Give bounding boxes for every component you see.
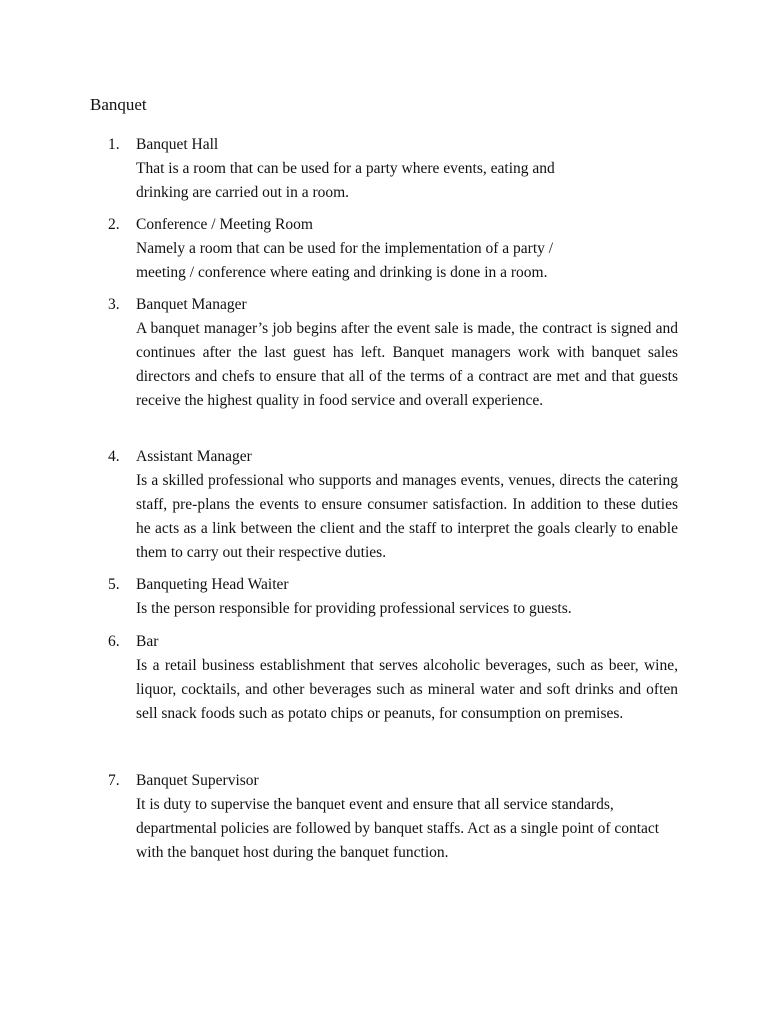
list-item-header xyxy=(108,769,678,793)
list-number: 6. xyxy=(108,633,120,650)
document-title: Banquet xyxy=(90,95,147,114)
list-number: 1. xyxy=(108,136,120,153)
list-item-heading: Bar xyxy=(136,633,159,650)
list-item-header xyxy=(108,445,678,469)
list-number: 5. xyxy=(108,576,120,593)
list-item-head-waiter xyxy=(108,573,678,621)
list-item-header xyxy=(108,293,678,317)
list-number: 2. xyxy=(108,216,120,233)
list-item-header xyxy=(108,133,678,157)
list-item-body xyxy=(136,157,678,205)
list-item-heading: Banquet Hall xyxy=(136,136,219,153)
list-item-bar xyxy=(108,630,678,726)
list-item-body: It is duty to supervise the banquet event and ensure that all service standards, departmental policies are followed by banquet staffs. Act as a single point of contact with the banquet host during the banquet function. xyxy=(136,796,660,861)
list-item-heading: Banquet Supervisor xyxy=(136,772,259,789)
list-item-header xyxy=(108,630,678,654)
list-number: 7. xyxy=(108,772,120,789)
list-number: 3. xyxy=(108,296,120,313)
list-item-body: Is a skilled professional who supports and manages events, venues, directs the catering staff, pre-plans the events to ensure consumer satisfaction. In addition to these duties he acts as a link between the client and the staff to interpret the goals clearly to enable them to carry out their respective duties. xyxy=(136,472,678,561)
body-line: Namely a room that can be used for the implementation of a party / xyxy=(136,240,554,257)
list-item-body: A banquet manager’s job begins after the event sale is made, the contract is signed and continues after the last guest has left. Banquet managers work with banquet sales directors and chefs to ensure that all of the terms of a contract are met and that guests receive the highest quality in food service and overall experience. xyxy=(136,320,678,409)
body-line: drinking are carried out in a room. xyxy=(136,184,350,201)
list-item-banquet-manager xyxy=(108,293,678,413)
list-item-heading: Banqueting Head Waiter xyxy=(136,576,289,593)
list-item-conference-room xyxy=(108,213,678,285)
list-item-body: Is the person responsible for providing professional services to guests. xyxy=(136,600,572,617)
list-item-banquet-supervisor xyxy=(108,769,678,865)
list-item-heading: Conference / Meeting Room xyxy=(136,216,313,233)
list-item-heading: Assistant Manager xyxy=(136,448,252,465)
list-item-header xyxy=(108,573,678,597)
list-item-header xyxy=(108,213,678,237)
list-item-body xyxy=(136,237,678,285)
list-number: 4. xyxy=(108,448,120,465)
body-line: meeting / conference where eating and drinking is done in a room. xyxy=(136,264,548,281)
list-item-heading: Banquet Manager xyxy=(136,296,247,313)
body-line: That is a room that can be used for a party where events, eating and xyxy=(136,160,555,177)
list-item-banquet-hall xyxy=(108,133,678,205)
list-item-body: Is a retail business establishment that serves alcoholic beverages, such as beer, wine, liquor, cocktails, and other beverages such as mineral water and soft drinks and often sell snack foods such as potato chips or peanuts, for consumption on premises. xyxy=(136,657,678,722)
list-item-assistant-manager xyxy=(108,445,678,565)
